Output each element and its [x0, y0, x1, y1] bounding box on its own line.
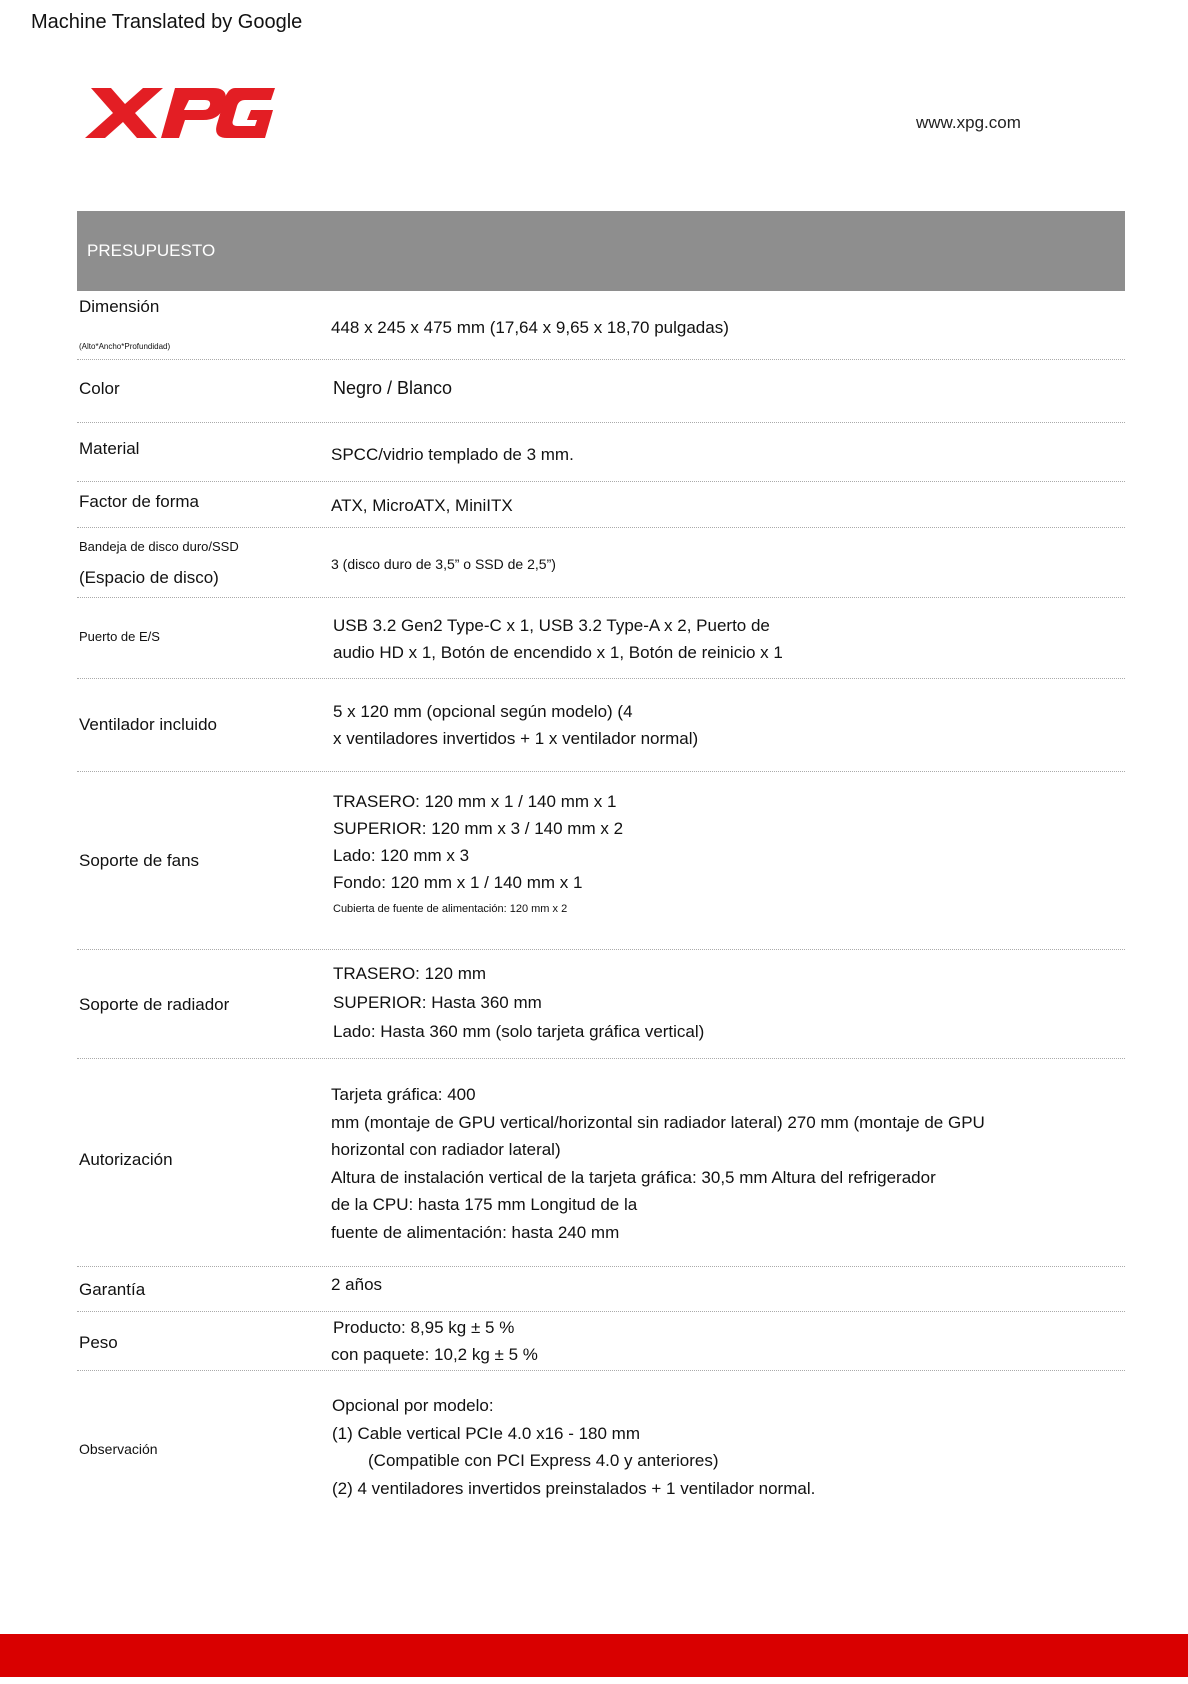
spec-header-title: PRESUPUESTO: [87, 241, 216, 260]
spec-label-color: Color: [79, 379, 120, 398]
spec-value-remarks: [332, 1392, 815, 1502]
spec-row-form-factor: [77, 481, 1125, 528]
spec-value-line: Fondo: 120 mm x 1 / 140 mm x 1: [333, 873, 583, 892]
spec-row-weight: [77, 1311, 1125, 1371]
spec-label-radiator-support: Soporte de radiador: [79, 995, 230, 1014]
spec-value-line: audio HD x 1, Botón de encendido x 1, Botón de reinicio x 1: [333, 643, 783, 662]
spec-label-dimension: Dimensión: [79, 297, 160, 316]
spec-label-warranty: Garantía: [79, 1280, 146, 1299]
spec-value-line: fuente de alimentación: hasta 240 mm: [331, 1222, 620, 1242]
spec-row-drive-bay: [77, 527, 1125, 598]
spec-value-line: Opcional por modelo:: [332, 1396, 494, 1415]
xpg-logo: [85, 86, 275, 142]
spec-value-line: Lado: 120 mm x 3: [333, 846, 470, 865]
spec-row-fan-included: [77, 678, 1125, 772]
spec-label-material: Material: [79, 439, 140, 458]
spec-value-material: SPCC/vidrio templado de 3 mm.: [331, 445, 574, 464]
spec-value-line: horizontal con radiador lateral): [331, 1140, 561, 1159]
spec-value-line: Lado: Hasta 360 mm (solo tarjeta gráfica vertical): [333, 1022, 705, 1041]
spec-row-io-port: [77, 597, 1125, 679]
machine-translation-banner: Machine Translated by Google: [31, 11, 303, 33]
spec-value-line: TRASERO: 120 mm: [333, 964, 487, 983]
spec-value-fan-support: [333, 788, 623, 923]
spec-value-line: de la CPU: hasta 175 mm Longitud de la: [331, 1195, 638, 1214]
website-url: www.xpg.com: [916, 113, 1021, 132]
spec-header: [77, 211, 1125, 291]
spec-row-warranty: [77, 1266, 1125, 1312]
spec-value-form-factor: ATX, MicroATX, MiniITX: [331, 496, 513, 515]
spec-sublabel-dimension: (Alto*Ancho*Profundidad): [79, 342, 171, 351]
spec-row-fan-support: [77, 771, 1125, 950]
spec-row-remarks: [77, 1370, 1125, 1520]
spec-row-radiator-support: [77, 949, 1125, 1059]
spec-label-clearance: Autorización: [79, 1150, 173, 1169]
spec-value-line: (2) 4 ventiladores invertidos preinstalados + 1 ventilador normal.: [332, 1478, 816, 1498]
spec-row-clearance: [77, 1058, 1125, 1267]
spec-row-color: [77, 359, 1125, 423]
spec-value-line: SUPERIOR: Hasta 360 mm: [333, 993, 542, 1012]
spec-value-line: (Compatible con PCI Express 4.0 y anteriores): [368, 1451, 719, 1470]
spec-value-io-port: [333, 612, 783, 666]
spec-label-drive-bay: Bandeja de disco duro/SSD: [79, 539, 239, 554]
spec-value-line: USB 3.2 Gen2 Type-C x 1, USB 3.2 Type-A x 2, Puerto de: [333, 616, 770, 635]
spec-value-line: (1) Cable vertical PCIe 4.0 x16 - 180 mm: [332, 1423, 641, 1443]
spec-sublabel-drive-bay: (Espacio de disco): [79, 568, 219, 587]
footer-bar: [0, 1634, 1188, 1677]
spec-value-line: mm (montaje de GPU vertical/horizontal sin radiador lateral) 270 mm (montaje de GPU: [331, 1112, 985, 1132]
spec-value-weight: [331, 1314, 538, 1368]
spec-label-io-port: Puerto de E/S: [79, 629, 160, 644]
spec-value-line: TRASERO: 120 mm x 1 / 140 mm x 1: [333, 792, 617, 811]
spec-value-line: 5 x 120 mm (opcional según modelo) (4: [333, 702, 633, 721]
spec-value-line: Producto: 8,95 kg ± 5 %: [333, 1318, 515, 1337]
spec-value-line: con paquete: 10,2 kg ± 5 %: [331, 1345, 538, 1364]
spec-value-radiator-support: [333, 959, 704, 1046]
spec-label-weight: Peso: [79, 1333, 118, 1352]
spec-value-color: Negro / Blanco: [333, 378, 453, 398]
spec-value-fan-included: [333, 698, 698, 752]
spec-value-dimension: 448 x 245 x 475 mm (17,64 x 9,65 x 18,70 pulgadas): [331, 318, 729, 337]
spec-value-warranty: 2 años: [331, 1275, 383, 1294]
spec-value-line: Tarjeta gráfica: 400: [331, 1085, 476, 1104]
spec-label-form-factor: Factor de forma: [79, 492, 199, 511]
spec-value-note: Cubierta de fuente de alimentación: 120 mm x 2: [333, 903, 568, 915]
spec-value-line: SUPERIOR: 120 mm x 3 / 140 mm x 2: [333, 819, 624, 838]
spec-row-material: [77, 422, 1125, 482]
spec-row-dimension: [77, 291, 1125, 360]
spec-value-line: Altura de instalación vertical de la tarjeta gráfica: 30,5 mm Altura del refrigerador: [331, 1167, 936, 1187]
spec-label-fan-support: Soporte de fans: [79, 851, 200, 870]
spec-value-line: x ventiladores invertidos + 1 x ventilador normal): [333, 729, 699, 748]
spec-label-fan-included: Ventilador incluido: [79, 715, 217, 734]
spec-value-clearance: [331, 1081, 985, 1246]
spec-value-drive-bay: 3 (disco duro de 3,5” o SSD de 2,5”): [331, 556, 556, 572]
spec-label-remarks: Observación: [79, 1441, 158, 1457]
